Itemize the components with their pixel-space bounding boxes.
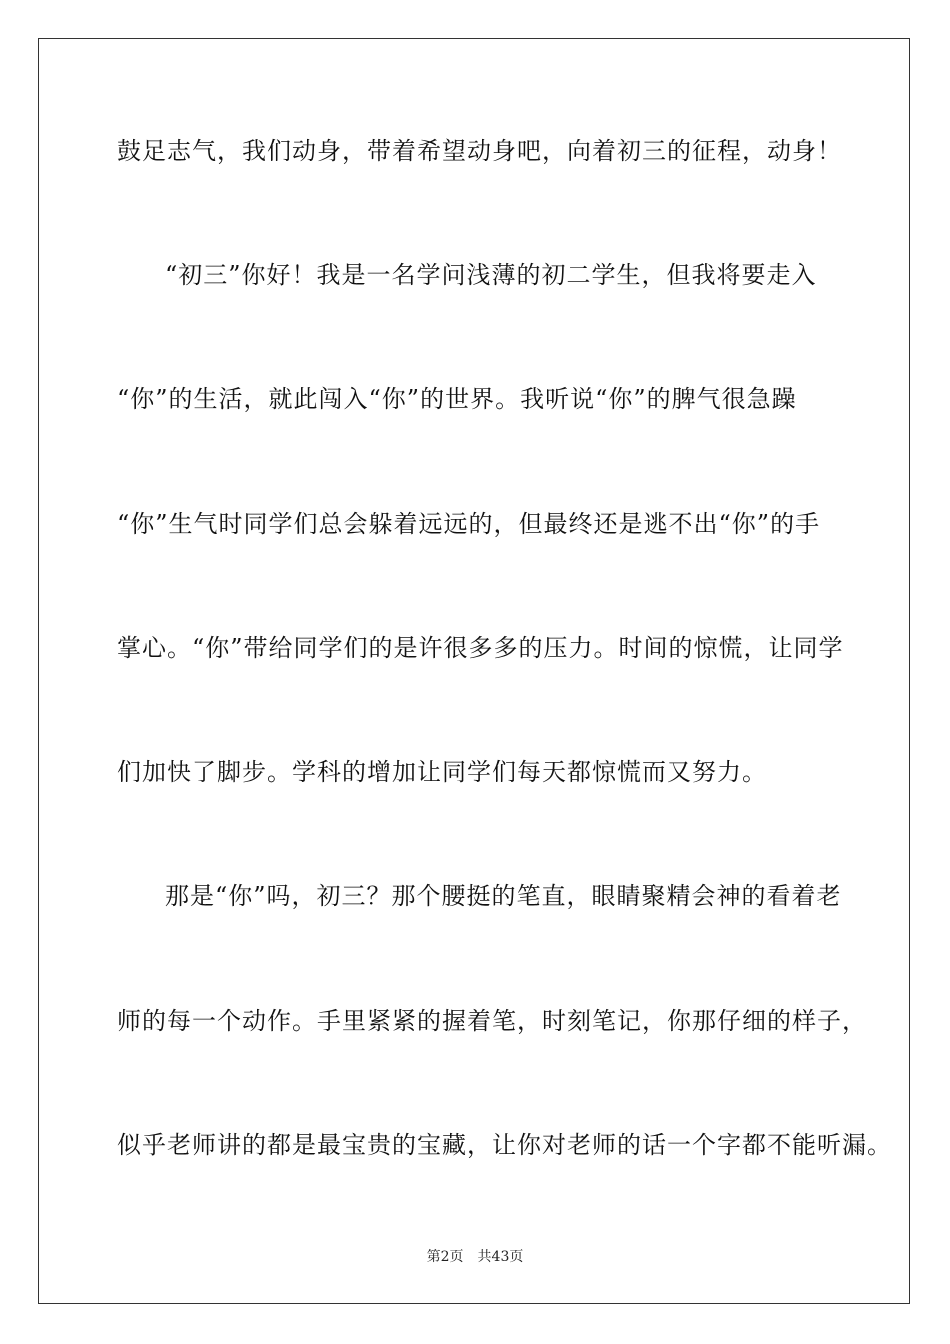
text-line: 鼓足志气，我们动身，带着希望动身吧，向着初三的征程，动身！ (117, 137, 842, 165)
text-line: 师的每一个动作。手里紧紧的握着笔，时刻笔记，你那仔细的样子， (117, 1007, 867, 1035)
page-footer (0, 1248, 950, 1266)
page-total: 共43页 (477, 1249, 524, 1265)
paragraph-start-line: “初三”你好！我是一名学问浅薄的初二学生，但我将要走入 (165, 261, 817, 289)
text-line: “你”的生活，就此闯入“你”的世界。我听说“你”的脾气很急躁 (117, 385, 797, 413)
paragraph-start-line: 那是“你”吗，初三？那个腰挺的笔直，眼睛聚精会神的看着老 (165, 882, 842, 910)
text-line: “你”生气时同学们总会躲着远远的，但最终还是逃不出“你”的手 (117, 510, 821, 538)
text-line: 掌心。“你”带给同学们的是许很多多的压力。时间的惊慌，让同学 (117, 634, 844, 662)
page-border (38, 38, 910, 1304)
text-line: 似乎老师讲的都是最宝贵的宝藏，让你对老师的话一个字都不能听漏。 (117, 1131, 892, 1159)
text-line: 们加快了脚步。学科的增加让同学们每天都惊慌而又努力。 (117, 758, 767, 786)
page-number: 第2页 (426, 1249, 464, 1265)
